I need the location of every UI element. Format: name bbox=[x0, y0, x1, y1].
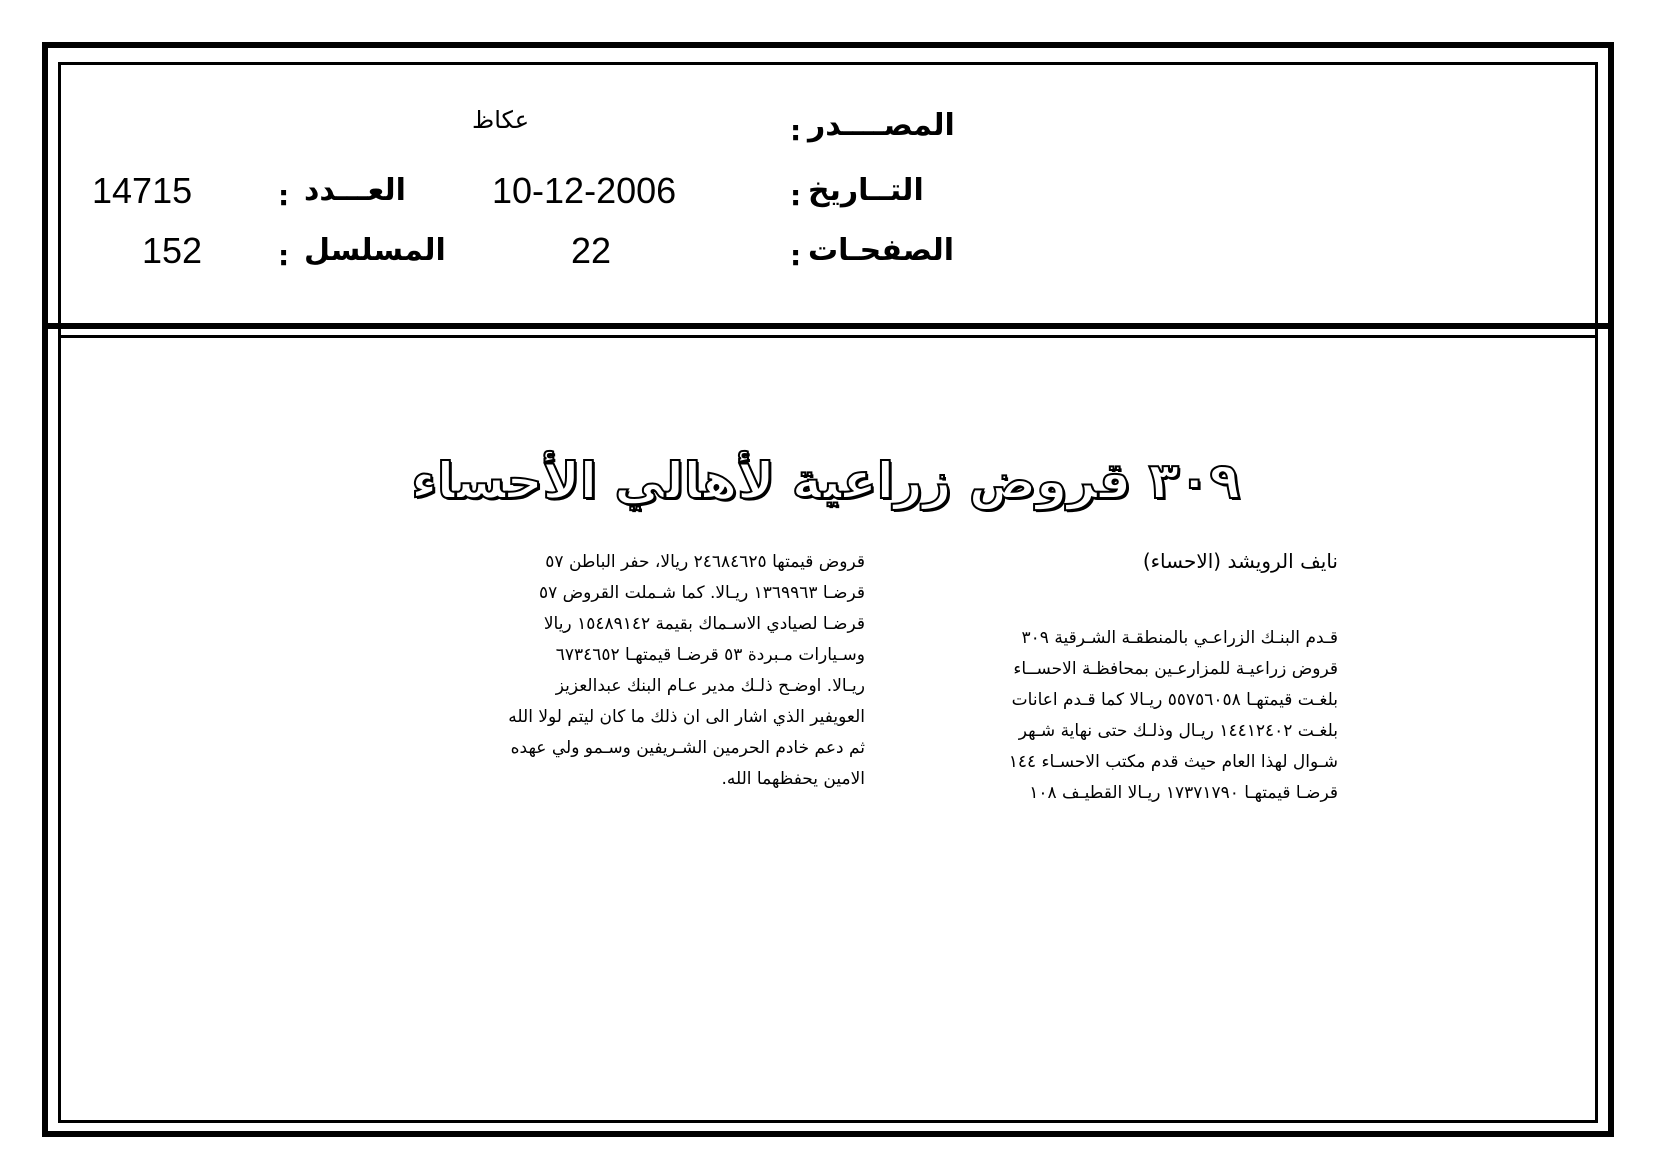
issue-value: 14715 bbox=[92, 170, 193, 211]
article-line: شـوال لهذا العام حيث قدم مكتب الاحسـاء ١٤٤ bbox=[1008, 752, 1338, 772]
article-line: ثم دعم خادم الحرمين الشـريفين وسـمو ولي عهده bbox=[510, 738, 865, 758]
pages-label: الصفحـات bbox=[808, 233, 954, 268]
pages-colon: : bbox=[790, 239, 802, 272]
article-line: قرضـا لصيادي الاسـماك بقيمة ١٥٤٨٩١٤٢ ريالا bbox=[543, 614, 865, 634]
article-line: بلغـت قيمتهـا ٥٥٧٥٦٠٥٨ ريـالا كما قـدم اعانات bbox=[1011, 690, 1338, 710]
article-byline: نايف الرويشد (الاحساء) bbox=[1142, 549, 1338, 573]
serial-label: المسلسل bbox=[304, 233, 446, 268]
pages-value: 22 bbox=[571, 230, 612, 271]
header-divider bbox=[42, 323, 1614, 329]
date-colon: : bbox=[790, 179, 802, 212]
article-line: العويفير الذي اشار الى ان ذلك ما كان ليتم لولا الله bbox=[508, 707, 865, 727]
article-column-left bbox=[415, 547, 865, 795]
source-colon: : bbox=[790, 114, 802, 147]
article-line: قرضـا قيمتهـا ١٧٣٧١٧٩٠ ريـالا القطيـف ١٠٨ bbox=[1029, 783, 1338, 803]
article-line: قروض زراعيـة للمزارعـين بمحافظـة الاحســاء bbox=[1013, 659, 1338, 679]
article-line: قرضـا ١٣٦٩٩٦٣ ريـالا. كما شـملت القروض ٥٧ bbox=[538, 583, 865, 603]
source-value: عكاظ bbox=[472, 106, 530, 134]
issue-colon: : bbox=[278, 179, 290, 212]
article-line: بلغـت ١٤٤١٢٤٠٢ ريـال وذلـك حتى نهاية شـهر bbox=[1018, 721, 1338, 741]
article-line: قروض قيمتها ٢٤٦٨٤٦٢٥ ريالا، حفر الباطن ٥٧ bbox=[545, 552, 865, 572]
article-line: قـدم البنـك الزراعـي بالمنطقـة الشـرقية ٣٠٩ bbox=[1021, 628, 1338, 648]
date-value: 10-12-2006 bbox=[492, 170, 677, 211]
date-label: التــاريخ bbox=[808, 173, 924, 208]
article-column-right bbox=[898, 623, 1338, 809]
article-headline: ٣٠٩ قروض زراعية لأهالي الأحساء bbox=[411, 452, 1240, 510]
article-line: ريـالا. اوضـح ذلـك مدير عـام البنك عبدالعزيز bbox=[555, 676, 865, 696]
article-line: وسـيارات مـبردة ٥٣ قرضـا قيمتهـا ٦٧٣٤٦٥٢ bbox=[555, 645, 865, 665]
source-label: المصــــدر bbox=[808, 108, 955, 143]
article-line: الامين يحفظهما الله. bbox=[721, 769, 865, 789]
issue-label: العـــدد bbox=[304, 173, 406, 208]
serial-colon: : bbox=[278, 239, 290, 272]
serial-value: 152 bbox=[142, 230, 203, 271]
header-divider-inner bbox=[58, 335, 1598, 338]
